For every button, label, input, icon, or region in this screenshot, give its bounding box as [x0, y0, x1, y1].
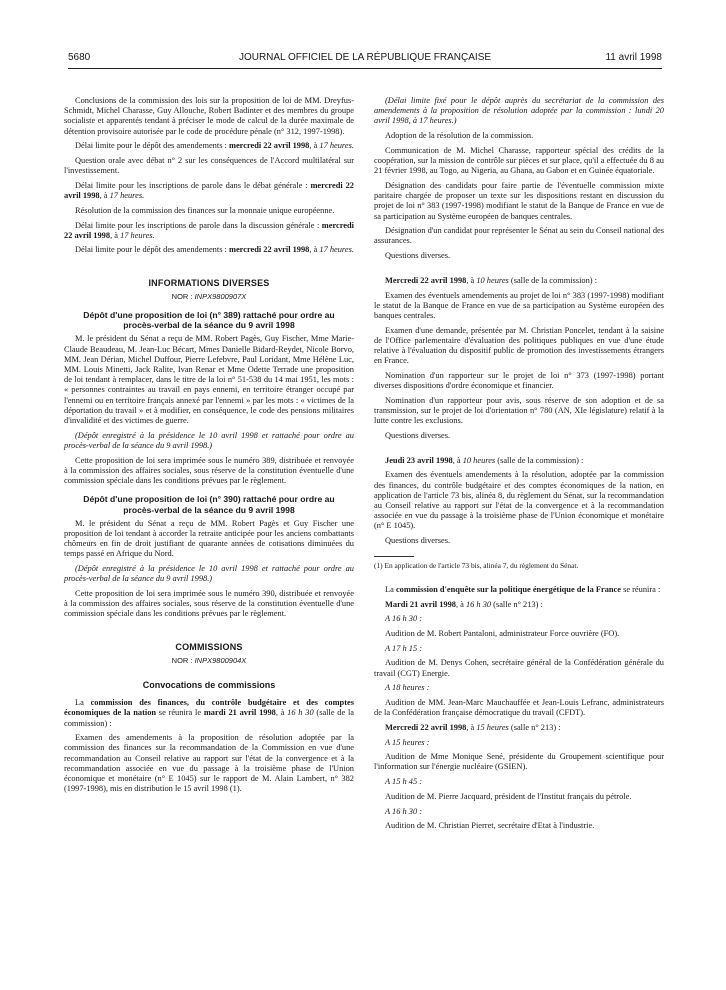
paragraph: Mercredi 22 avril 1998, à 15 heures (salle n° 213) :	[385, 722, 561, 732]
paragraph: Délai limite pour le dépôt des amendements : mercredi 22 avril 1998, à 17 heures.	[75, 141, 354, 151]
paragraph: M. le président du Sénat a reçu de MM. Robert Pagès, Guy Fischer, Mme Marie-Claude Beaudeau, M. Jean-Luc Bécart, Mmes Danielle Bidard-Reydet, Nicole Borvo, MM. Jean Dérian, Michel Duffour, Pierre Lefebvre, Paul Loridant, Mme Hélène Luc, MM. Louis Minetti, Jack Ralite, Ivan Renar et Mme Odette Terrade une proposition de loi tendant à remplacer, dans le titre de la loi n° 51-538 du 14 mai 1951, les mots : « personnes contraintes au travail en pays ennemi, en territoire étranger occupé par l'ennemi ou en territoire français annexé par l'ennemi » par les mots : « victimes de la déportation du travail » et à modifier, en conséquence, le code des pensions militaires d'invalidité et des victimes de guerre.	[64, 334, 354, 426]
paragraph: Mardi 21 avril 1998, à 16 h 30 (salle n° 213) :	[385, 599, 543, 609]
paragraph: A 15 heures :	[385, 737, 430, 747]
issue-date: 11 avril 1998	[605, 52, 662, 63]
paragraph: (Dépôt enregistré à la présidence le 10 avril 1998 et rattaché pour ordre au procès-verbal de la séance du 9 avril 1998.)	[64, 430, 354, 450]
paragraph: Cette proposition de loi sera imprimée sous le numéro 389, distribuée et renvoyée à la commission des affaires sociales, sous réserve de la constitution éventuelle d'une commission spéciale dans les conditions prévues par le règlement.	[64, 455, 354, 486]
paragraph: Désignation d'un candidat pour représenter le Sénat au sein du Conseil national des assurances.	[374, 226, 664, 246]
paragraph: Nomination d'un rapporteur sur le projet de loi n° 373 (1997-1998) portant diverses dispositions d'ordre économique et financier.	[374, 370, 664, 391]
paragraph: Mercredi 22 avril 1998, à 10 heures (salle de la commission) :	[385, 275, 597, 285]
paragraph: Examen des éventuels amendements à la résolution, adoptée par la commission des finances, du contrôle budgétaire et des comptes économiques de la nation, en application de l'article 73 bis, alinéa 8, du règlement du Sénat, sur la recommandation au Conseil relative au rapport sur l'état de la convergence et à la recommandation associée en vue du passage à la troisième phase de l'Union économique et monétaire (n° E 1045).	[374, 470, 664, 531]
paragraph: Examen des éventuels amendements au projet de loi n° 383 (1997-1998) modifiant le statut de la Banque de France en vue de sa participation au Système européen des banques centrales.	[374, 290, 664, 320]
paragraph: (Dépôt enregistré à la présidence le 10 avril 1998 et rattaché pour ordre au procès-verbal de la séance du 9 avril 1998.)	[64, 564, 354, 584]
left-column	[64, 96, 354, 799]
nor-reference: NOR : INPX9800907X	[171, 291, 247, 301]
paragraph: Conclusions de la commission des lois sur la proposition de loi de MM. Dreyfus-Schmidt, Michel Charasse, Guy Allouche, Robert Badinter et des membres du groupe socialiste et apparentés tendant à préciser le mode de calcul de la durée maximale de détention provisoire autorisée par le code de procédure pénale (n° 312, 1997-1998).	[64, 96, 354, 136]
paragraph: Adoption de la résolution de la commission.	[385, 131, 534, 141]
paragraph: Communication de M. Michel Charasse, rapporteur spécial des crédits de la coopération, sur la mission de contrôle sur pièces et sur place, qu'il a effectuée du 8 au 21 février 1998, au Togo, au Nigeria, au Ghana, au Gabon et en Guinée équatoriale.	[374, 145, 664, 176]
footnote-rule	[374, 556, 414, 557]
paragraph: La commission des finances, du contrôle budgétaire et des comptes économiques de la nation se réunira le mardi 21 avril 1998, à 16 h 30 (salle de la commission) :	[64, 698, 355, 728]
paragraph: Examen des amendements à la proposition de résolution adoptée par la commission des finances sur la recommandation de la Commission en vue d'une recommandation au Conseil relative au rapport sur l'état de la convergence et à la recommandation associée en vue du passage à la troisième phase de l'Union économique et monétaire (n° E 1045) sur le rapport de M. Alain Lambert, n° 382 (1997-1998), mis en distribution le 15 avril 1998 (1).	[64, 733, 354, 794]
paragraph: (Délai limite fixé pour le dépôt auprès du secrétariat de la commission des amendements à la proposition de résolution adoptée par la commission : lundi 20 avril 1998, à 17 heures.)	[374, 96, 664, 126]
paragraph: La commission d'enquête sur la politique énergétique de la France se réunira :	[385, 584, 661, 594]
subsection-title: Dépôt d'une proposition de loi (n° 389) rattaché pour ordre au procès-verbal de la séance du 9 avril 1998	[83, 310, 335, 331]
footnote: (1) En application de l'article 73 bis, alinéa 7, du règlement du Sénat.	[374, 561, 579, 571]
subsection-title: Convocations de commissions	[142, 679, 276, 690]
paragraph: Audition de M. Denys Cohen, secrétaire général de la Confédération générale du travail (CGT) Energie.	[374, 658, 664, 678]
paragraph: Délai limite pour les inscriptions de parole dans le débat générale : mercredi 22 avril 1998, à 17 heures.	[64, 180, 354, 201]
paragraph: Questions diverses.	[385, 430, 451, 440]
paragraph: Audition de M. Robert Pantaloni, administrateur Force ouvrière (FO).	[385, 628, 620, 638]
paragraph: Audition de M. Pierre Jacquard, président de l'Institut français du pétrole.	[385, 791, 632, 801]
paragraph: A 16 h 30 :	[385, 614, 423, 624]
paragraph: Nomination d'un rapporteur pour avis, sous réserve de son adoption et de sa transmission, sur le projet de loi d'orientation n° 780 (AN, XIe législature) relatif à la lutte contre les exclusions.	[374, 395, 664, 426]
paragraph: Résolution de la commission des finances sur la monnaie unique européenne.	[75, 205, 335, 215]
section-title: INFORMATIONS DIVERSES	[148, 277, 270, 288]
paragraph: A 18 heures :	[385, 683, 430, 693]
paragraph: Questions diverses.	[385, 251, 451, 261]
paragraph: A 15 h 45 :	[385, 777, 423, 787]
paragraph: A 17 h 15 :	[385, 643, 423, 653]
paragraph: Audition de Mme Monique Sené, présidente du Groupement scientifique pour l'information sur l'énergie nucléaire (GSIEN).	[374, 752, 664, 772]
paragraph: Cette proposition de loi sera imprimée sous le numéro 390, distribuée et renvoyée à la commission des affaires sociales, sous réserve de la constitution éventuelle d'une commission spéciale dans les conditions prévues par le règlement.	[64, 588, 354, 619]
paragraph: Audition de MM. Jean-Marc Mauchauffée et Jean-Louis Lefranc, administrateurs de la Confédération française démocratique du travail (CFDT).	[374, 697, 664, 718]
paragraph: Question orale avec débat n° 2 sur les conséquences de l'Accord multilatéral sur l'investissement.	[64, 156, 354, 176]
right-column	[374, 96, 664, 836]
header-rule	[68, 68, 662, 69]
paragraph: Examen d'une demande, présentée par M. Christian Poncelet, tendant à la saisine de l'Office parlementaire d'évaluation des politiques publiques en vue d'une étude relative à l'évaluation du dispositif public de promotion des investissements étrangers en France.	[374, 325, 664, 366]
paragraph: A 16 h 30 :	[385, 806, 423, 816]
paragraph: Questions diverses.	[385, 536, 451, 546]
page-number: 5680	[68, 52, 91, 63]
page-header	[68, 52, 662, 68]
paragraph: Jeudi 23 avril 1998, à 10 heures (salle de la commission) :	[385, 455, 584, 465]
paragraph: Audition de M. Christian Pierret, secrétaire d'Etat à l'industrie.	[385, 821, 595, 831]
section-title: COMMISSIONS	[175, 641, 243, 652]
paragraph: Délai limite pour le dépôt des amendements : mercredi 22 avril 1998, à 17 heures.	[75, 245, 354, 255]
paragraph: Désignation des candidats pour faire partie de l'éventuelle commission mixte paritaire chargée de proposer un texte sur les dispositions restant en discussion du projet de loi n° 383 (1997-1998) modifiant le statut de la Banque de France en vue de sa participation au Système européen de banques centrales.	[374, 180, 664, 221]
journal-title: JOURNAL OFFICIEL DE LA RÉPUBLIQUE FRANÇAISE	[238, 52, 492, 63]
paragraph: Délai limite pour les inscriptions de parole dans la discussion générale : mercredi 22 avril 1998, à 17 heures.	[64, 220, 354, 240]
paragraph: M. le président du Sénat a reçu de MM. Robert Pagès et Guy Fischer une proposition de loi tendant à accorder la retraite anticipée pour les anciens combattants chômeurs en fin de droit justifiant de quarante années de cotisations diminuées du temps passé en Afrique du Nord.	[64, 518, 354, 559]
nor-reference: NOR : INPX9800904X	[171, 655, 247, 665]
subsection-title: Dépôt d'une proposition de loi (n° 390) rattaché pour ordre au procès-verbal de la séance du 9 avril 1998	[83, 494, 335, 515]
